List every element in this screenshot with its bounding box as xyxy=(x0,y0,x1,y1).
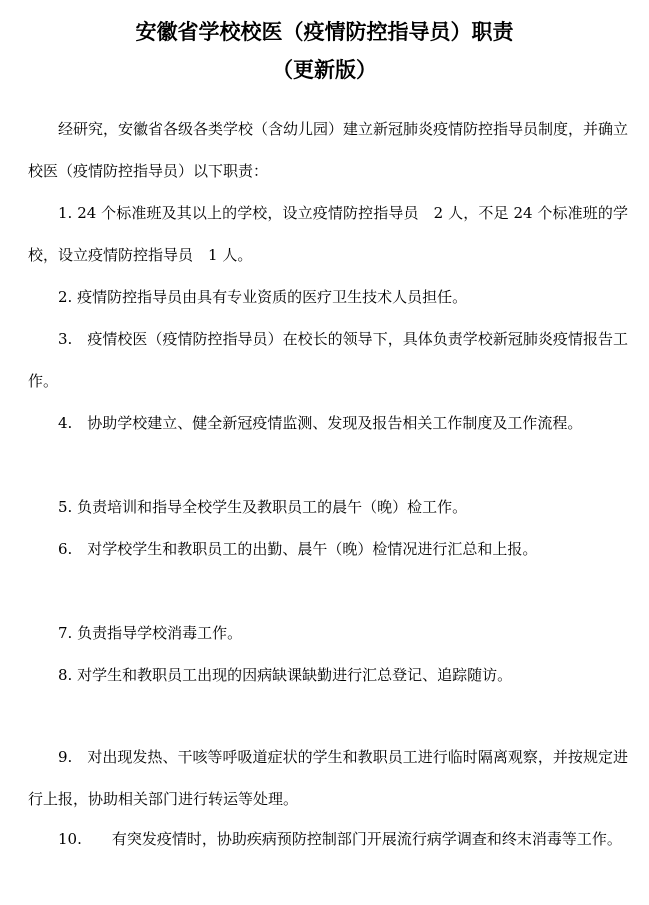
document-title: 安徽省学校校医（疫情防控指导员）职责 xyxy=(135,20,514,44)
duty-item-1: 1. 24 个标准班及其以上的学校，设立疫情防控指导员 2 人，不足 24 个标准班的学校，设立疫情防控指导员 1 人。 xyxy=(28,204,628,264)
document-subtitle: （更新版） xyxy=(272,58,377,82)
duty-item-7: 7. 负责指导学校消毒工作。 xyxy=(58,624,243,642)
duty-item-8: 8. 对学生和教职员工出现的因病缺课缺勤进行汇总登记、追踪随访。 xyxy=(58,666,513,684)
duty-item-5: 5. 负责培训和指导全校学生及教职员工的晨午（晚）检工作。 xyxy=(58,498,468,516)
duty-item-10: 10. 有突发疫情时，协助疾病预防控制部门开展流行病学调查和终末消毒等工作。 xyxy=(58,830,622,848)
duty-item-3: 3. 疫情校医（疫情防控指导员）在校长的领导下，具体负责学校新冠肺炎疫情报告工作。 xyxy=(28,330,628,390)
duty-item-4: 4. 协助学校建立、健全新冠疫情监测、发现及报告相关工作制度及工作流程。 xyxy=(58,414,583,432)
duty-item-6: 6. 对学校学生和教职员工的出勤、晨午（晚）检情况进行汇总和上报。 xyxy=(58,540,538,558)
intro-paragraph: 经研究，安徽省各级各类学校（含幼儿园）建立新冠肺炎疫情防控指导员制度，并确立校医（疫情防控指导员）以下职责： xyxy=(28,120,629,180)
duty-item-2: 2. 疫情防控指导员由具有专业资质的医疗卫生技术人员担任。 xyxy=(58,288,468,306)
duty-item-9: 9. 对出现发热、干咳等呼吸道症状的学生和教职员工进行临时隔离观察，并按规定进行上报，协助相关部门进行转运等处理。 xyxy=(28,748,628,808)
